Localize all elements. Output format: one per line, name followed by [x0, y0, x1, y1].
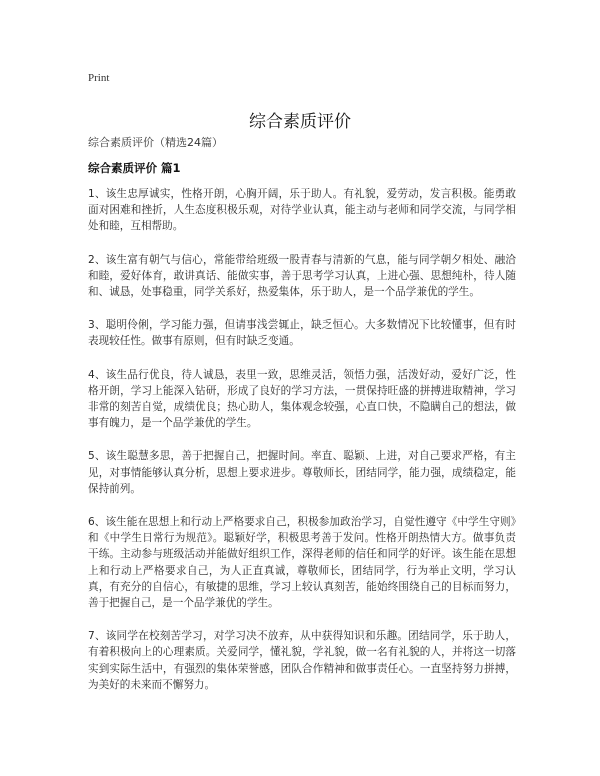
body-text — [88, 186, 516, 710]
paragraph-6: 6、该生能在思想上和行动上严格要求自己，积极参加政治学习，自觉性遵守《中学生守则》和《中学生日常行为规范》。聪颖好学，积极思考善于发问。性格开朗热情大方。做事负责干练。主动参与班级活动并能做好组织工作，深得老师的信任和同学的好评。该生能在思想上和行动上严格要求自己，为人正直真诚，尊敬师长，团结同学，行为举止文明，学习认真，有充分的自信心，有敏捷的思维，学习上较认真刻苦，能始终围绕自己的目标而努力，善于把握自己，是一个品学兼优的学生。 — [88, 516, 516, 610]
print-link[interactable]: Print — [88, 72, 110, 84]
paragraph-4: 4、该生品行优良，待人诚恳，表里一致，思维灵活，领悟力强，活泼好动，爱好广泛，性格开朗，学习上能深入钻研，形成了良好的学习方法，一贯保持旺盛的拼搏进取精神，学习非常的刻苦自觉，成绩优良；热心助人，集体观念较强，心直口快，不隐瞒自己的想法，做事有魄力，是一个品学兼优的学生。 — [88, 368, 516, 430]
paragraph-2: 2、该生富有朝气与信心，常能带给班级一股青春与清新的气息，能与同学朝夕相处、融洽和睦，爱好体育，敢讲真话、能做实事，善于思考学习认真，上进心强、思想纯朴，待人随和、诚恳，处事稳重，同学关系好，热爱集体，乐于助人，是一个品学兼优的学生。 — [88, 253, 516, 299]
paragraph-7: 7、该同学在校刻苦学习，对学习决不放弃，从中获得知识和乐趣。团结同学，乐于助人，有着积极向上的心理素质。关爱同学，懂礼貌，学礼貌，做一名有礼貌的人，并将这一切落实到实际生活中，有强烈的集体荣誉感，团队合作精神和做事责任心。一直坚持努力拼搏，为美好的未来而不懈努力。 — [88, 630, 516, 691]
paragraph-3: 3、聪明伶俐，学习能力强，但请事浅尝辄止，缺乏恒心。大多数情况下比较懂事，但有时表现较任性。做事有原则，但有时缺乏变通。 — [88, 319, 516, 348]
paragraph-1: 1、该生忠厚诚实，性格开朗，心胸开阔，乐于助人。有礼貌，爱劳动，发言积极。能勇敢面对困难和挫折，人生态度积极乐观，对待学业认真，能主动与老师和同学交流，与同学相处和睦，互相帮助。 — [88, 188, 516, 233]
paragraph-5: 5、该生聪慧多思，善于把握自己，把握时间。率直、聪颖、上进，对自己要求严格，有主见，对事情能够认真分析，思想上要求进步。尊敬师长，团结同学，能力强，成绩稳定，能保持前列。 — [88, 450, 516, 495]
document-title: 综合素质评价 — [249, 112, 351, 133]
document-subtitle: 综合素质评价（精选24篇） — [88, 136, 223, 149]
section-heading: 综合素质评价 篇1 — [88, 161, 181, 175]
